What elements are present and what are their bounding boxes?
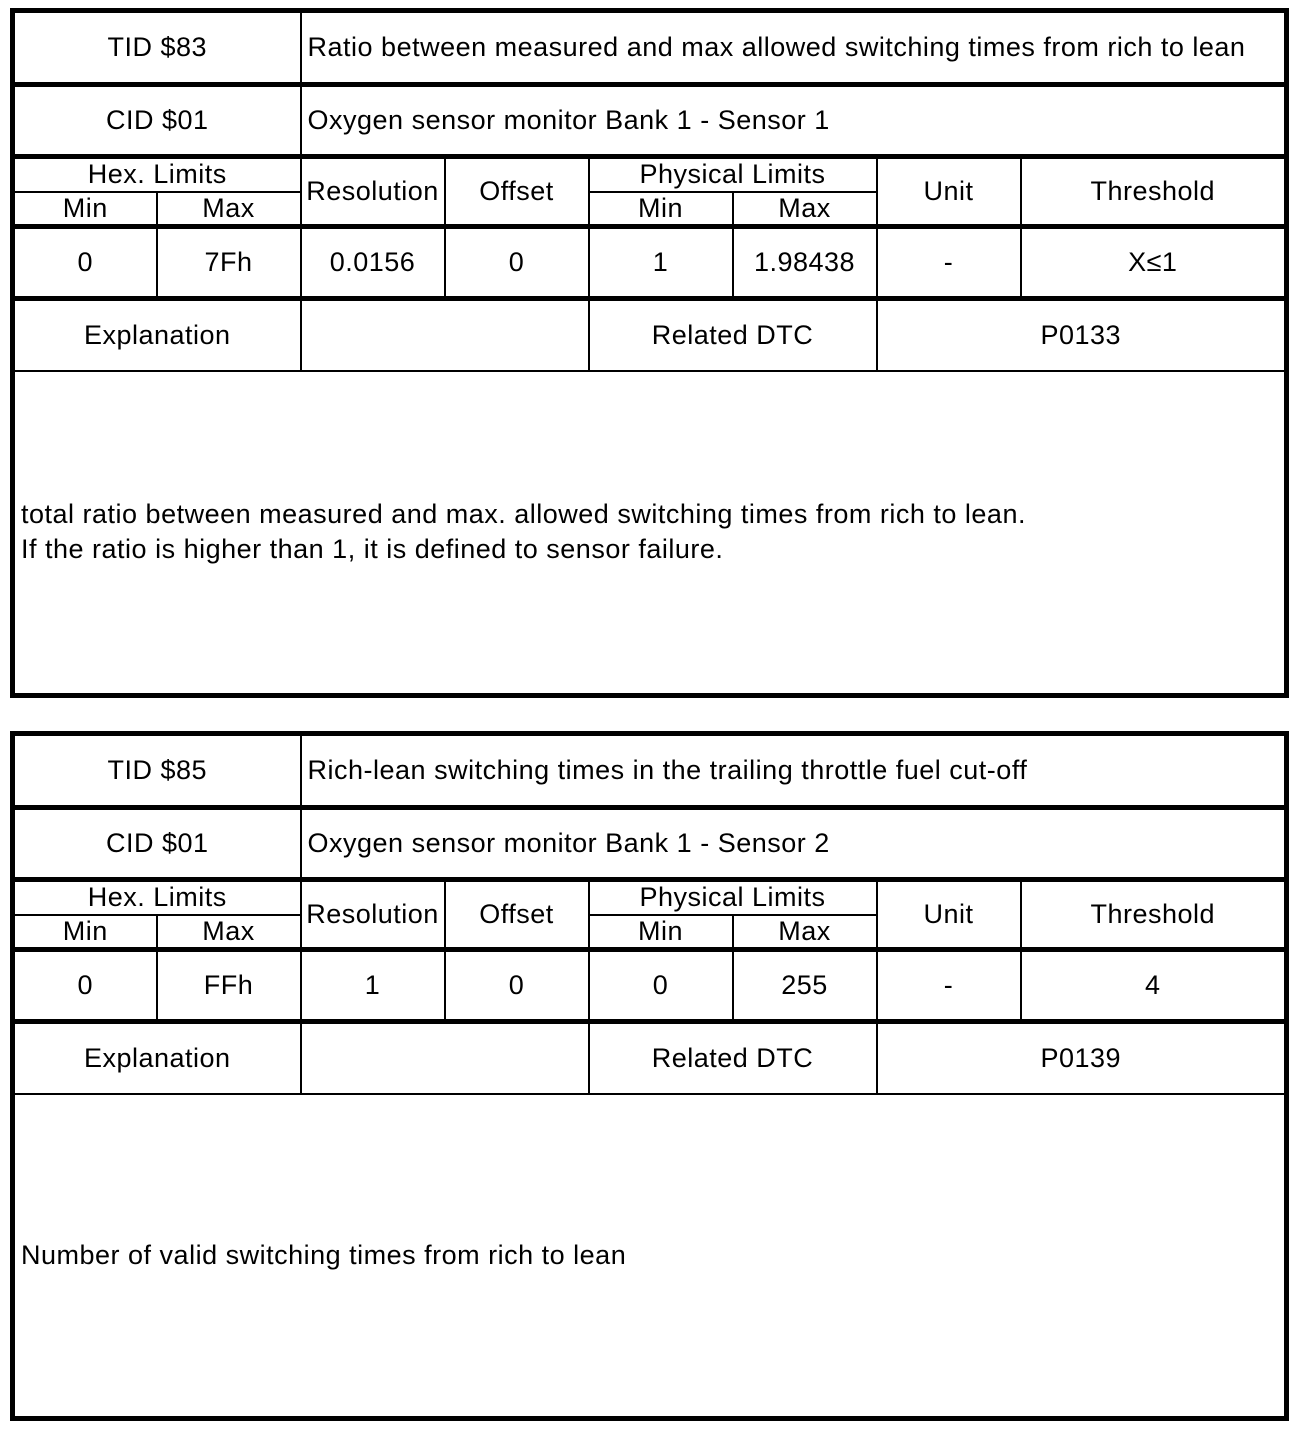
cid-description: Oxygen sensor monitor Bank 1 - Sensor 1 — [301, 85, 1287, 157]
unit-value: - — [877, 227, 1021, 299]
related-dtc-label: Related DTC — [589, 1022, 877, 1094]
hex-limits-header: Hex. Limits — [13, 880, 301, 915]
tid-description: Rich-lean switching times in the trailing throttle fuel cut-off — [301, 734, 1287, 808]
threshold-header: Threshold — [1021, 157, 1287, 227]
test-spec-table — [10, 8, 1289, 698]
physical-limits-header: Physical Limits — [589, 880, 877, 915]
phys-max-header: Max — [733, 915, 877, 950]
unit-header: Unit — [877, 157, 1021, 227]
threshold-value: 4 — [1021, 950, 1287, 1022]
threshold-value: X≤1 — [1021, 227, 1287, 299]
resolution-header: Resolution — [301, 157, 445, 227]
phys-max-value: 1.98438 — [733, 227, 877, 299]
phys-max-header: Max — [733, 192, 877, 227]
hex-max-header: Max — [157, 915, 301, 950]
description-text — [13, 371, 1287, 696]
hex-limits-header: Hex. Limits — [13, 157, 301, 192]
related-dtc-value: P0133 — [877, 299, 1287, 371]
description-line: Number of valid switching times from rich to lean — [21, 1239, 627, 1270]
hex-max-value: FFh — [157, 950, 301, 1022]
unit-value: - — [877, 950, 1021, 1022]
resolution-value: 1 — [301, 950, 445, 1022]
phys-min-header: Min — [589, 192, 733, 227]
hex-max-value: 7Fh — [157, 227, 301, 299]
offset-value: 0 — [445, 950, 589, 1022]
phys-max-value: 255 — [733, 950, 877, 1022]
cid-description: Oxygen sensor monitor Bank 1 - Sensor 2 — [301, 808, 1287, 880]
description-text — [13, 1094, 1287, 1419]
resolution-value: 0.0156 — [301, 227, 445, 299]
test-spec-block — [10, 731, 1280, 1421]
offset-header: Offset — [445, 157, 589, 227]
hex-min-value: 0 — [13, 227, 157, 299]
related-dtc-value: P0139 — [877, 1022, 1287, 1094]
unit-header: Unit — [877, 880, 1021, 950]
explanation-label: Explanation — [13, 1022, 301, 1094]
tid-label: TID $83 — [13, 11, 301, 85]
offset-header: Offset — [445, 880, 589, 950]
hex-max-header: Max — [157, 192, 301, 227]
phys-min-value: 1 — [589, 227, 733, 299]
phys-min-value: 0 — [589, 950, 733, 1022]
hex-min-value: 0 — [13, 950, 157, 1022]
cid-label: CID $01 — [13, 808, 301, 880]
test-spec-table — [10, 731, 1289, 1421]
threshold-header: Threshold — [1021, 880, 1287, 950]
phys-min-header: Min — [589, 915, 733, 950]
resolution-header: Resolution — [301, 880, 445, 950]
description-line: total ratio between measured and max. allowed switching times from rich to lean. — [21, 499, 1026, 530]
tid-description: Ratio between measured and max allowed switching times from rich to lean — [301, 11, 1287, 85]
offset-value: 0 — [445, 227, 589, 299]
physical-limits-header: Physical Limits — [589, 157, 877, 192]
hex-min-header: Min — [13, 192, 157, 227]
explanation-label: Explanation — [13, 299, 301, 371]
cid-label: CID $01 — [13, 85, 301, 157]
test-spec-block — [10, 8, 1280, 698]
hex-min-header: Min — [13, 915, 157, 950]
description-line: If the ratio is higher than 1, it is defined to sensor failure. — [21, 534, 724, 565]
explanation-value — [301, 299, 589, 371]
explanation-value — [301, 1022, 589, 1094]
tid-label: TID $85 — [13, 734, 301, 808]
related-dtc-label: Related DTC — [589, 299, 877, 371]
